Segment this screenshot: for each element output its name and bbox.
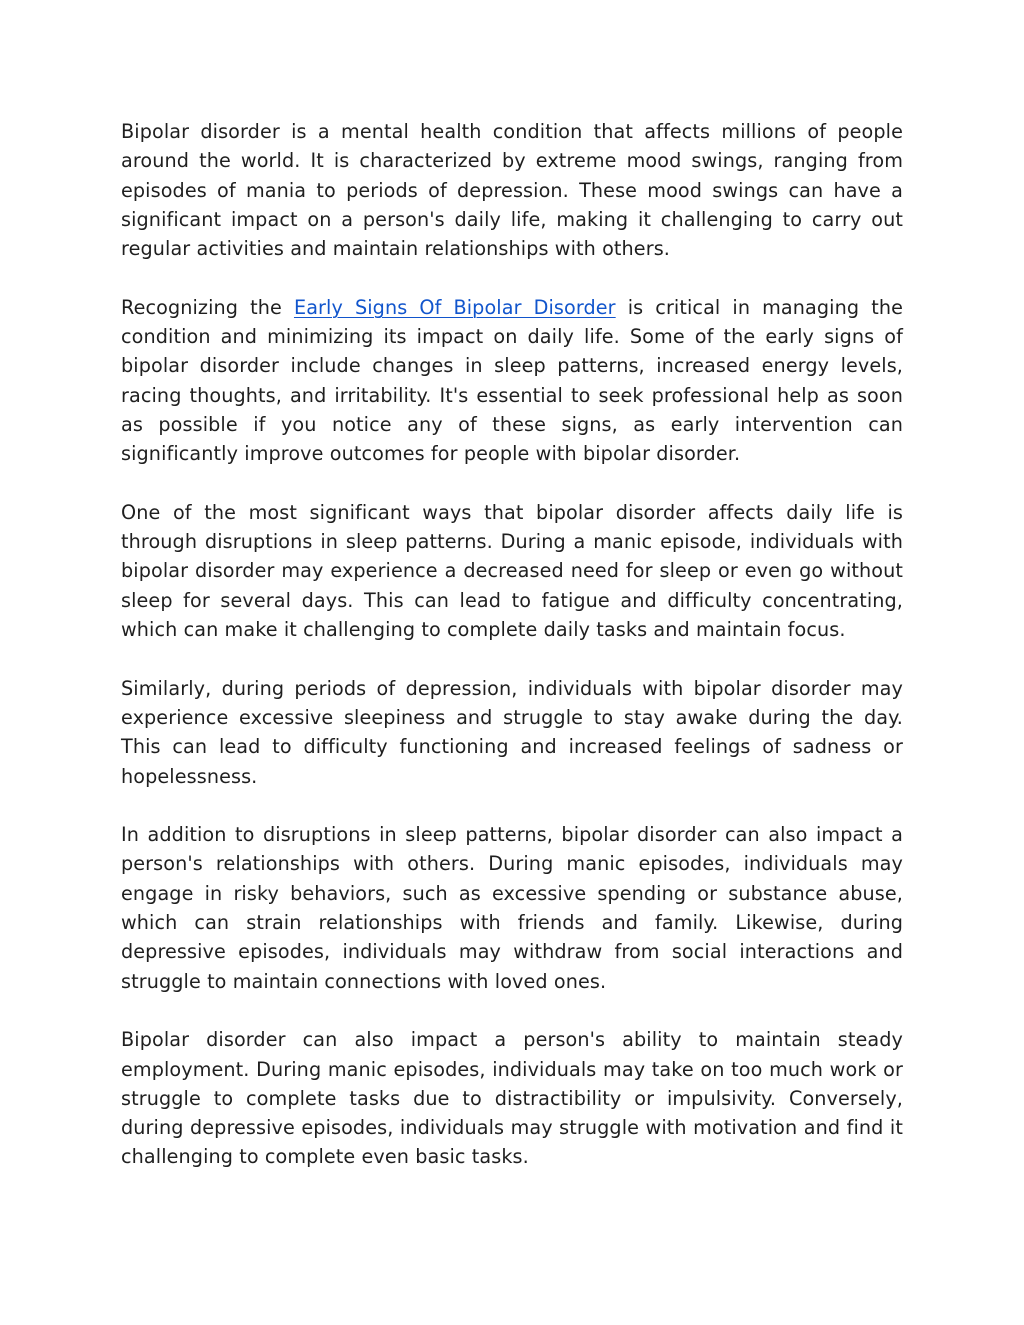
paragraph-1: Bipolar disorder is a mental health condition that affects millions of people around the world. It is characterized by extreme mood swings, ranging from episodes of mania to periods of depression. These mood swings can have a significant impact on a person's daily life, making it challenging to carry out regular activities and maintain relationships with others. (121, 120, 903, 261)
paragraph-4: Similarly, during periods of depression, individuals with bipolar disorder may experience excessive sleepiness and struggle to stay awake during the day. This can lead to difficulty functioning and increased feelings of sadness or hopelessness. (121, 676, 903, 788)
paragraph-2-body: is critical in managing the condition and minimizing its impact on daily life. Some of the early signs of bipolar disorder include changes in sleep patterns, increased energy levels, racing thoughts, and irritability. It's essential to seek professional help as soon as possible if you notice any of these signs, as early intervention can significantly improve outcomes for people with bipolar disorder. (121, 295, 903, 466)
paragraph-6: Bipolar disorder can also impact a person's ability to maintain steady employment. During manic episodes, individuals may take on too much work or struggle to complete tasks due to distractibility or impulsivity. Conversely, during depressive episodes, individuals may struggle with motivation and find it challenging to complete even basic tasks. (121, 1028, 903, 1169)
early-signs-link[interactable]: Early Signs Of Bipolar Disorder (293, 295, 616, 319)
document-body (121, 117, 903, 1172)
paragraph-3: One of the most significant ways that bipolar disorder affects daily life is through disruptions in sleep patterns. During a manic episode, individuals with bipolar disorder may experience a decreased need for sleep or even go without sleep for several days. This can lead to fatigue and difficulty concentrating, which can make it challenging to complete daily tasks and maintain focus. (121, 500, 903, 642)
paragraph-2 (121, 293, 903, 469)
paragraph-2-intro: Recognizing the (121, 295, 294, 319)
paragraph-5: In addition to disruptions in sleep patterns, bipolar disorder can also impact a person's relationships with others. During manic episodes, individuals may engage in risky behaviors, such as excessive spending or substance abuse, which can strain relationships with friends and family. Likewise, during depressive episodes, individuals may withdraw from social interactions and struggle to maintain connections with loved ones. (121, 823, 903, 993)
